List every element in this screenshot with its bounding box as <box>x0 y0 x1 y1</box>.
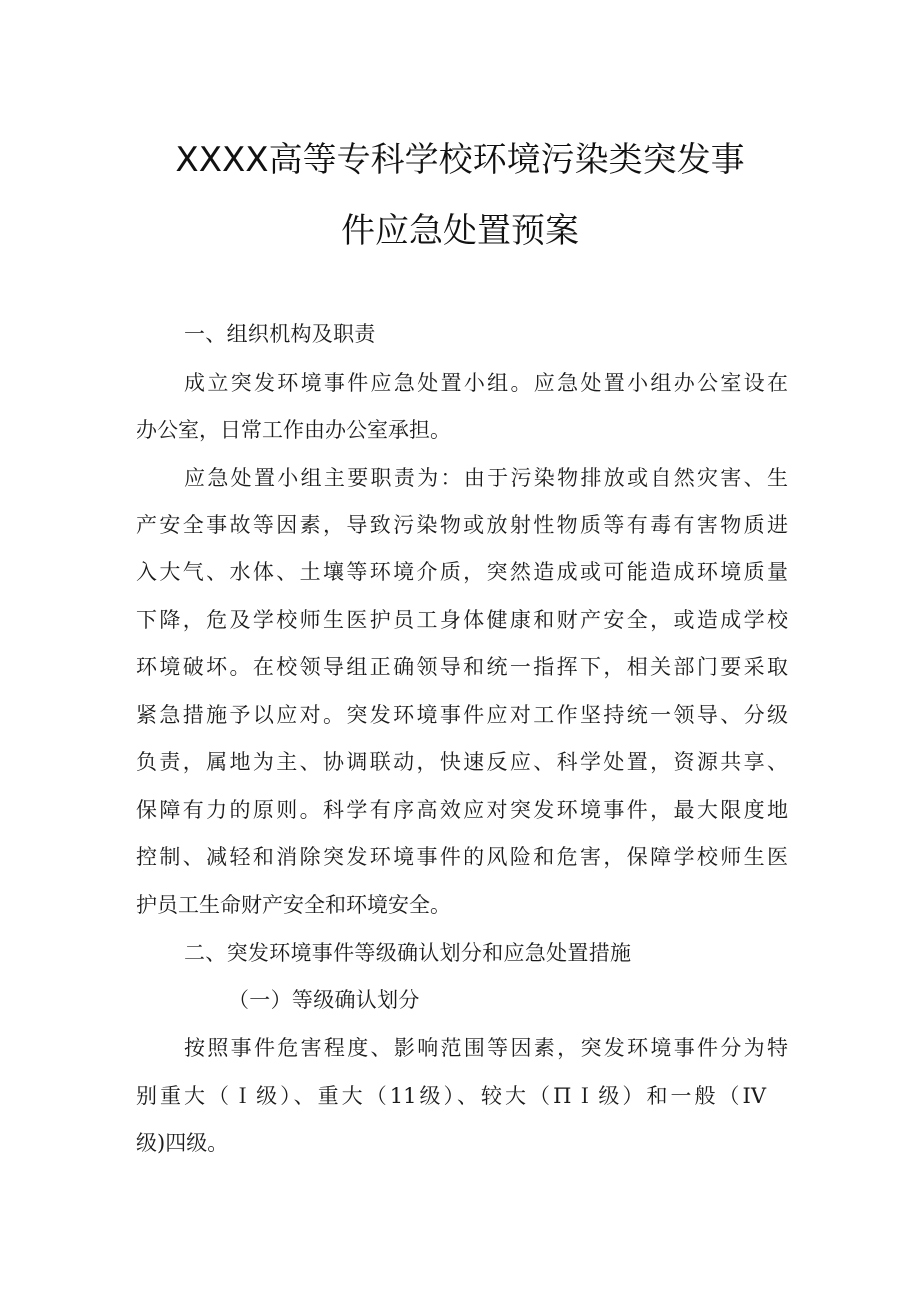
paragraph-line: 产安全事故等因素，导致污染物或放射性物质等有毒有害物质进 <box>136 513 788 537</box>
section-2-heading: 二、突发环境事件等级确认划分和应急处置措施 <box>184 941 632 965</box>
document-title-line-1: XXXX高等专科学校环境污染类突发事 <box>175 140 745 180</box>
paragraph-line: 别重大（Ｉ级）、重大（11级）、较大（ΠＩ级）和一般（IV <box>136 1084 766 1108</box>
paragraph-line: 办公室，日常工作由办公室承担。 <box>136 418 451 442</box>
section-1-heading: 一、组织机构及职责 <box>184 322 376 346</box>
paragraph-line: 应急处置小组主要职责为：由于污染物排放或自然灾害、生 <box>184 466 788 490</box>
paragraph-line: 负责，属地为主、协调联动，快速反应、科学处置，资源共享、 <box>136 750 788 774</box>
paragraph-line: 紧急措施予以应对。突发环境事件应对工作坚持统一领导、分级 <box>136 703 788 727</box>
paragraph-line: 保障有力的原则。科学有序高效应对突发环境事件，最大限度地 <box>136 798 788 822</box>
paragraph-line: 下降，危及学校师生医护员工身体健康和财产安全，或造成学校 <box>136 608 788 632</box>
paragraph-line: 级)四级。 <box>136 1131 229 1155</box>
paragraph-line: 控制、减轻和消除突发环境事件的风险和危害，保障学校师生医 <box>136 845 788 869</box>
paragraph-line: 按照事件危害程度、影响范围等因素，突发环境事件分为特 <box>184 1036 788 1060</box>
document-title-line-2: 件应急处置预案 <box>341 211 579 251</box>
section-2-subheading: （一）等级确认划分 <box>228 988 420 1012</box>
paragraph-line: 入大气、水体、土壤等环境介质，突然造成或可能造成环境质量 <box>136 560 788 584</box>
paragraph-line: 成立突发环境事件应急处置小组。应急处置小组办公室设在 <box>184 371 788 395</box>
paragraph-line: 环境破坏。在校领导组正确领导和统一指挥下，相关部门要采取 <box>136 655 788 679</box>
paragraph-line: 护员工生命财产安全和环境安全。 <box>136 893 451 917</box>
